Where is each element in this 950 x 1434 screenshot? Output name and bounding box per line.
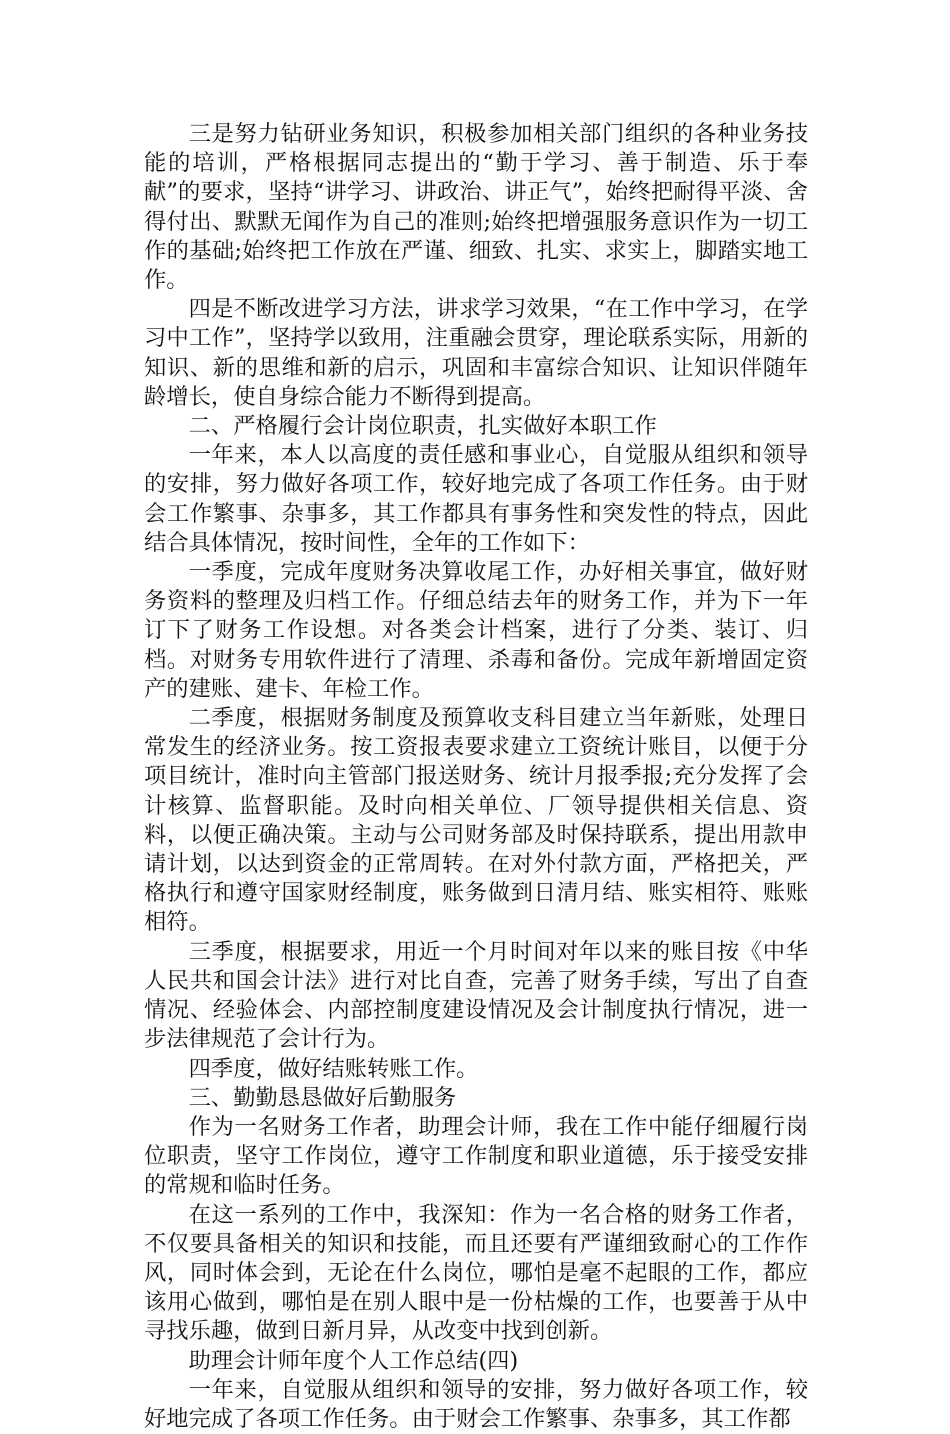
paragraph-year-overview: 一年来，本人以高度的责任感和事业心，自觉服从组织和领导的安排，努力做好各项工作，较好地完成了各项工作任务。由于财会工作繁事、杂事多，其工作都具有事务性和突发性的特点，因此结合具体情况，按时间性，全年的工作如下： xyxy=(144,442,808,556)
paragraph-fourth-quarter: 四季度，做好结账转账工作。 xyxy=(188,1055,479,1082)
paragraph-role: 作为一名财务工作者，助理会计师，我在工作中能仔细履行岗位职责，坚守工作岗位，遵守工作制度和职业道德，乐于接受安排的常规和临时任务。 xyxy=(144,1113,808,1199)
document-body xyxy=(144,120,808,1434)
paragraph-study-skills: 三是努力钻研业务知识，积极参加相关部门组织的各种业务技能的培训，严格根据同志提出的“勤于学习、善于制造、乐于奉献”的要求，坚持“讲学习、讲政治、讲正气”，始终把耐得平淡、舍得付出、默默无闻作为自己的准则;始终把增强服务意识作为一切工作的基础;始终把工作放在严谨、细致、扎实、求实上，脚踏实地工作。 xyxy=(144,121,808,294)
paragraph-reflection: 在这一系列的工作中，我深知：作为一名合格的财务工作者，不仅要具备相关的知识和技能，而且还要有严谨细致耐心的工作作风，同时体会到，无论在什么岗位，哪怕是毫不起眼的工作，都应该用心做到，哪怕是在别人眼中是一份枯燥的工作，也要善于从中寻找乐趣，做到日新月异，从改变中找到创新。 xyxy=(144,1201,808,1345)
paragraph-third-quarter: 三季度，根据要求，用近一个月时间对年以来的账目按《中华人民共和国会计法》进行对比自查，完善了财务手续，写出了自查情况、经验体会、内部控制度建设情况及会计制度执行情况，进一步法律规范了会计行为。 xyxy=(144,938,808,1053)
paragraph-summary-four-intro: 一年来，自觉服从组织和领导的安排，努力做好各项工作，较好地完成了各项工作任务。由于财会工作繁事、杂事多，其工作都 xyxy=(144,1376,808,1432)
section-heading-duties: 二、严格履行会计岗位职责，扎实做好本职工作 xyxy=(188,413,657,440)
section-heading-summary-four: 助理会计师年度个人工作总结(四) xyxy=(188,1347,519,1374)
paragraph-first-quarter: 一季度，完成年度财务决算收尾工作，办好相关事宜，做好财务资料的整理及归档工作。仔细总结去年的财务工作，并为下一年订下了财务工作设想。对各类会计档案，进行了分类、装订、归档。对财务专用软件进行了清理、杀毒和备份。完成年新增固定资产的建账、建卡、年检工作。 xyxy=(144,559,808,702)
paragraph-study-methods: 四是不断改进学习方法，讲求学习效果，“在工作中学习，在学习中工作”，坚持学以致用，注重融会贯穿，理论联系实际，用新的知识、新的思维和新的启示，巩固和丰富综合知识、让知识伴随年龄增长，使自身综合能力不断得到提高。 xyxy=(144,296,808,410)
section-heading-service: 三、勤勤恳恳做好后勤服务 xyxy=(188,1084,457,1111)
paragraph-second-quarter: 二季度，根据财务制度及预算收支科目建立当年新账，处理日常发生的经济业务。按工资报表要求建立工资统计账目，以便于分项目统计，准时向主管部门报送财务、统计月报季报;充分发挥了会计核算、监督职能。及时向相关单位、厂领导提供相关信息、资料，以便正确决策。主动与公司财务部及时保持联系，提出用款申请计划，以达到资金的正常周转。在对外付款方面，严格把关，严格执行和遵守国家财经制度，账务做到日清月结、账实相符、账账相符。 xyxy=(144,705,808,936)
